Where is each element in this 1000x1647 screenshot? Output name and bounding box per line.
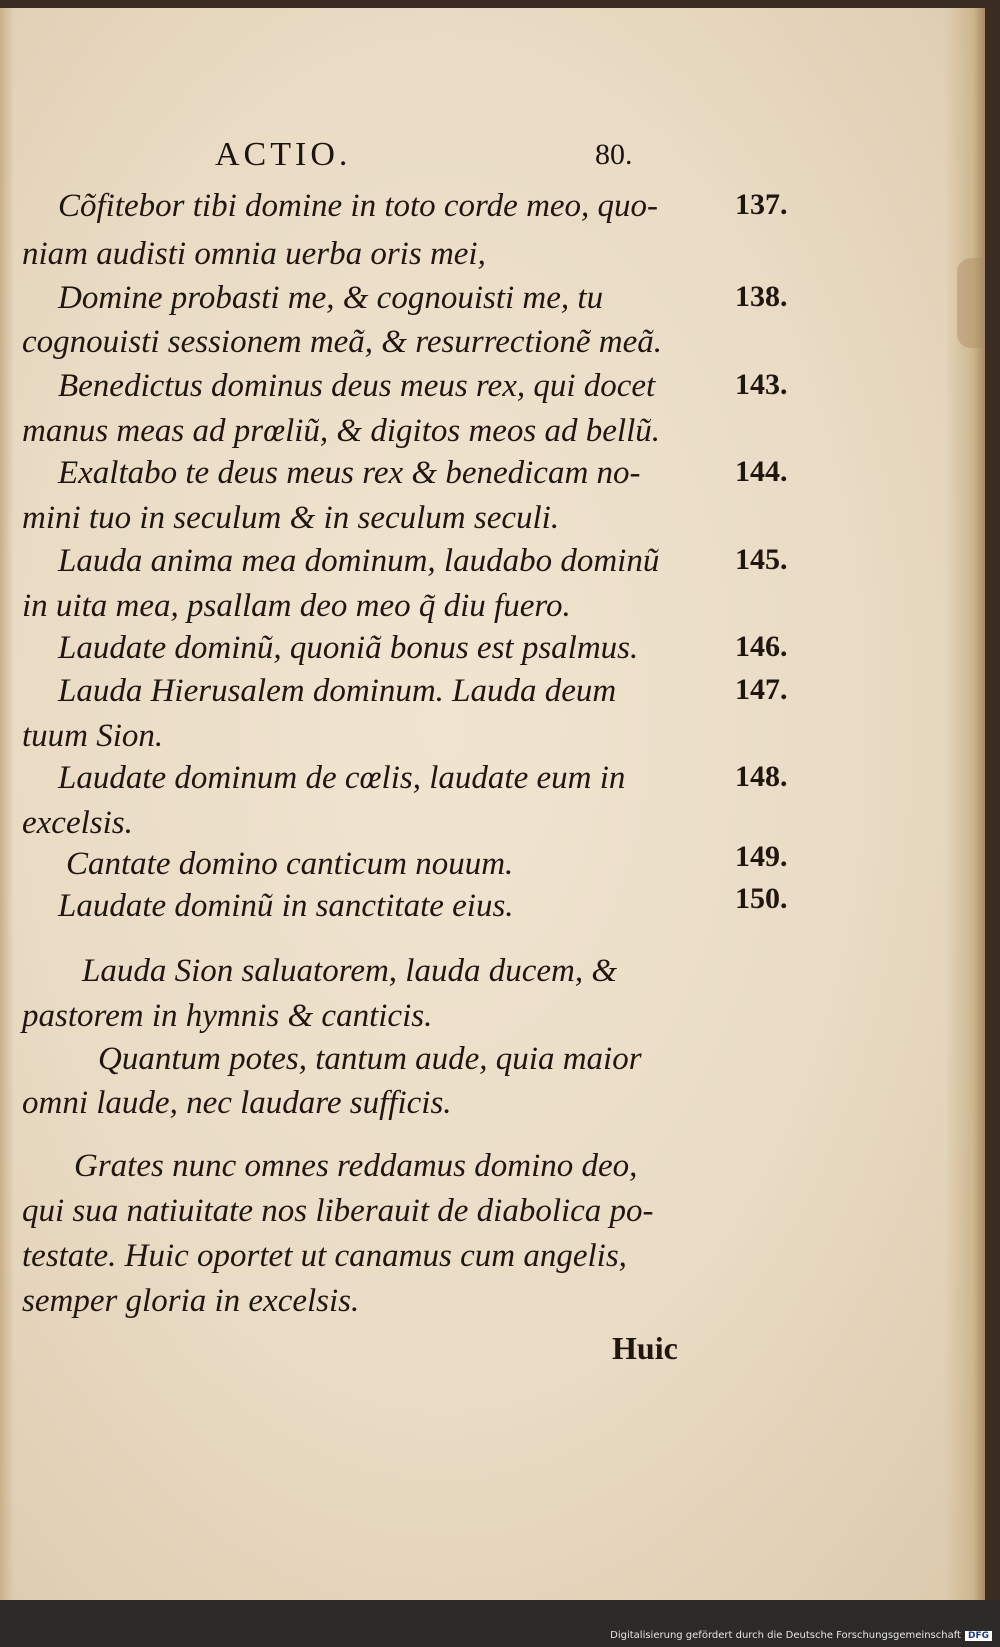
- text-line: omni laude, nec laudare sufficis.: [22, 1085, 452, 1121]
- text-line: tuum Sion.: [22, 718, 164, 754]
- psalm-number: 146.: [735, 630, 788, 663]
- psalm-number: 148.: [735, 760, 788, 793]
- digitization-credit: [610, 1630, 992, 1641]
- psalm-number: 144.: [735, 455, 788, 488]
- dfg-logo-icon: DFG: [965, 1631, 992, 1641]
- text-line: cognouisti sessionem meã, & resurrectionẽ meã.: [22, 324, 663, 360]
- text-line: mini tuo in seculum & in seculum seculi.: [22, 500, 560, 536]
- psalm-number: 137.: [735, 188, 788, 221]
- text-line: testate. Huic oportet ut canamus cum angelis,: [22, 1238, 627, 1274]
- paper-stain: [957, 258, 985, 348]
- psalm-number: 138.: [735, 280, 788, 313]
- page-header: [215, 136, 665, 186]
- text-line: qui sua natiuitate nos liberauit de diabolica po-: [22, 1193, 654, 1229]
- text-line: niam audisti omnia uerba oris mei,: [22, 236, 486, 272]
- text-line: pastorem in hymnis & canticis.: [22, 998, 433, 1034]
- text-line: Laudate dominũ, quoniã bonus est psalmus.: [58, 630, 639, 666]
- text-line: in uita mea, psallam deo meo q̃ diu fuero.: [22, 588, 571, 624]
- text-line: Grates nunc omnes reddamus domino deo,: [74, 1148, 638, 1184]
- page-edge-shadow: [945, 8, 985, 1600]
- text-line: Domine probasti me, & cognouisti me, tu: [58, 280, 604, 316]
- text-line: excelsis.: [22, 805, 133, 841]
- psalm-number: 149.: [735, 840, 788, 873]
- text-line: Lauda Sion saluatorem, lauda ducem, &: [82, 953, 618, 989]
- running-head: ACTIO.: [215, 136, 352, 173]
- psalm-number: 150.: [735, 882, 788, 915]
- psalm-number: 145.: [735, 543, 788, 576]
- psalm-number: 143.: [735, 368, 788, 401]
- folio-number: 80.: [595, 138, 633, 171]
- book-page: [0, 8, 985, 1600]
- text-line: Laudate dominũ in sanctitate eius.: [58, 888, 514, 924]
- text-line: semper gloria in excelsis.: [22, 1283, 360, 1319]
- catchword: Huic: [612, 1330, 678, 1366]
- text-line: Quantum potes, tantum aude, quia maior: [98, 1041, 642, 1077]
- psalm-number: 147.: [735, 673, 788, 706]
- text-line: Cõfitebor tibi domine in toto corde meo, quo-: [58, 188, 659, 224]
- text-line: Lauda anima mea dominum, laudabo dominũ: [58, 543, 660, 579]
- text-line: manus meas ad prœliũ, & digitos meos ad bellũ.: [22, 413, 661, 449]
- credit-text: Digitalisierung gefördert durch die Deutsche Forschungsgemeinschaft: [610, 1630, 961, 1641]
- text-line: Exaltabo te deus meus rex & benedicam no-: [58, 455, 641, 491]
- text-line: Lauda Hierusalem dominum. Lauda deum: [58, 673, 617, 709]
- text-line: Laudate dominum de cœlis, laudate eum in: [58, 760, 626, 796]
- text-line: Cantate domino canticum nouum.: [66, 846, 514, 882]
- text-line: Benedictus dominus deus meus rex, qui docet: [58, 368, 656, 404]
